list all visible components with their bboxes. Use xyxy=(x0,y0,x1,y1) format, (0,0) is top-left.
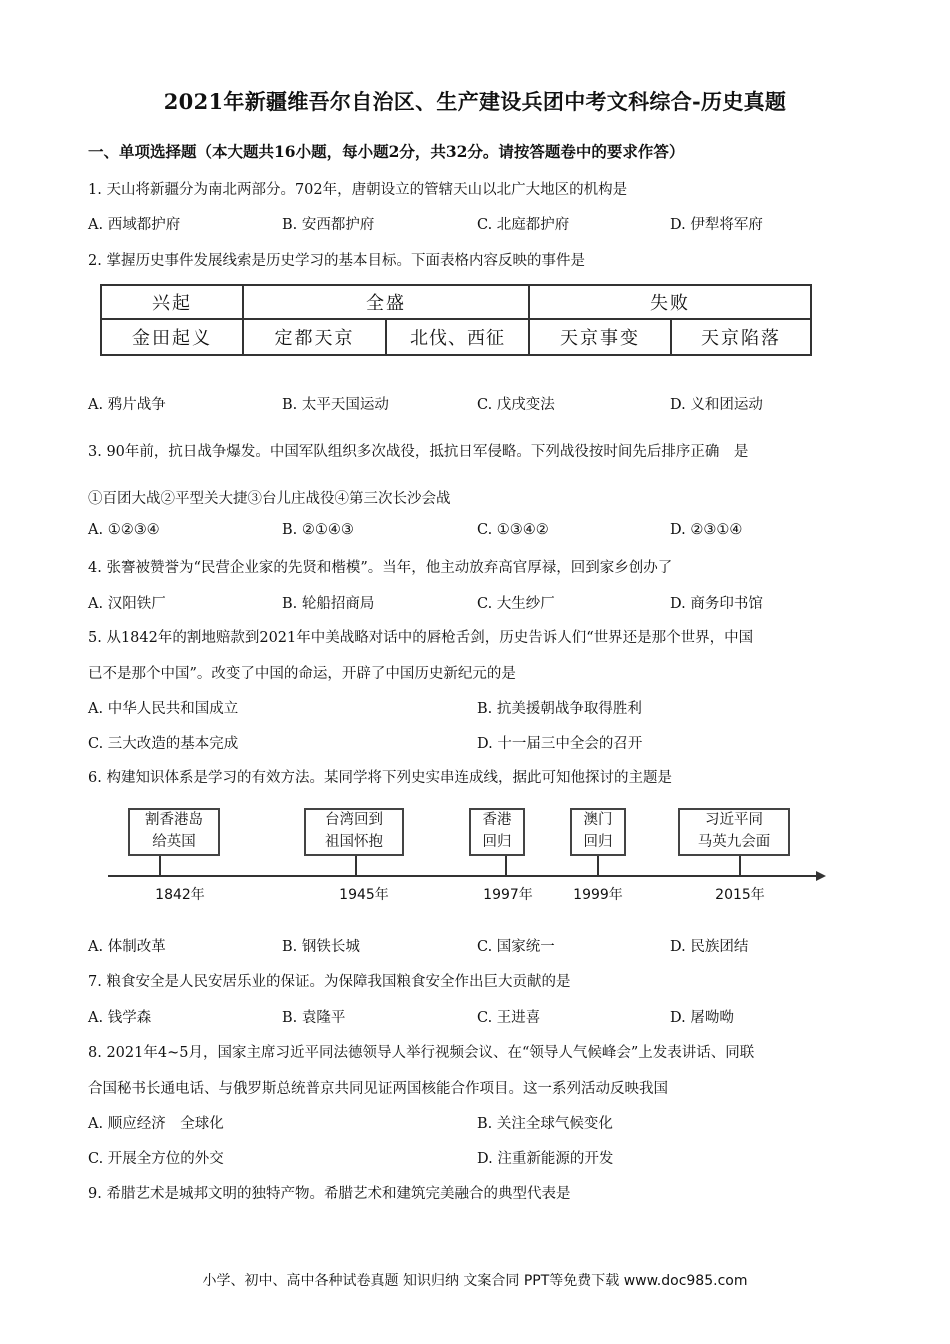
q1-option-a: A. 西域都护府 xyxy=(88,217,181,233)
timeline-event: 割香港岛 给英国 xyxy=(128,808,220,856)
q5-stem-line1: 5. 从1842年的割地赔款到2021年中美战略对话中的唇枪舌剑，历史告诉人们“世界还是那个世界，中国 xyxy=(88,630,754,646)
q2-option-d: D. 义和团运动 xyxy=(670,397,763,413)
q1-option-b: B. 安西都护府 xyxy=(282,217,375,233)
q8-stem-line2: 合国秘书长通电话、与俄罗斯总统普京共同见证两国核能合作项目。这一系列活动反映我国 xyxy=(88,1081,668,1097)
table-header-rise: 兴起 xyxy=(152,293,192,314)
q1-option-c: C. 北庭都护府 xyxy=(477,217,570,233)
table-cell: 金田起义 xyxy=(132,328,212,349)
q9-stem: 9. 希腊艺术是城邦文明的独特产物。希腊艺术和建筑完美融合的典型代表是 xyxy=(88,1186,571,1202)
q2-table xyxy=(100,284,812,356)
timeline-year: 1999年 xyxy=(573,887,623,903)
table-header-fall: 失败 xyxy=(650,293,690,314)
timeline-event: 习近平同 马英九会面 xyxy=(678,808,790,856)
q1-option-d: D. 伊犁将军府 xyxy=(670,217,763,233)
table-cell: 天京事变 xyxy=(560,328,640,349)
q3-stem: 3. 90年前，抗日战争爆发。中国军队组织多次战役，抵抗日军侵略。下列战役按时间先后排序正确 是 xyxy=(88,444,749,460)
exam-title: 2021年新疆维吾尔自治区、生产建设兵团中考文科综合-历史真题 xyxy=(163,89,787,114)
q7-option-d: D. 屠呦呦 xyxy=(670,1010,734,1026)
q1-stem: 1. 天山将新疆分为南北两部分。702年，唐朝设立的管辖天山以北广大地区的机构是 xyxy=(88,182,628,198)
q8-option-d: D. 注重新能源的开发 xyxy=(477,1151,614,1167)
q4-option-d: D. 商务印书馆 xyxy=(670,596,763,612)
q3-sub: ①百团大战②平型关大捷③台儿庄战役④第三次长沙会战 xyxy=(88,491,451,507)
q6-option-c: C. 国家统一 xyxy=(477,939,555,955)
q7-option-b: B. 袁隆平 xyxy=(282,1010,346,1026)
q5-option-a: A. 中华人民共和国成立 xyxy=(88,701,239,717)
timeline-year: 2015年 xyxy=(715,887,765,903)
q8-stem-line1: 8. 2021年4~5月，国家主席习近平同法德领导人举行视频会议、在“领导人气候峰会”上发表讲话、同联 xyxy=(88,1045,755,1061)
table-cell: 北伐、西征 xyxy=(410,328,505,349)
q4-stem: 4. 张謇被赞誉为“民营企业家的先贤和楷模”。当年，他主动放弃高官厚禄，回到家乡创办了 xyxy=(88,560,673,576)
q5-option-d: D. 十一届三中全会的召开 xyxy=(477,736,643,752)
q6-timeline xyxy=(100,800,830,910)
q3-option-a: A. ①②③④ xyxy=(88,522,160,538)
q4-option-b: B. 轮船招商局 xyxy=(282,596,375,612)
q4-option-a: A. 汉阳铁厂 xyxy=(88,596,166,612)
q6-option-d: D. 民族团结 xyxy=(670,939,749,955)
q8-option-a: A. 顺应经济 全球化 xyxy=(88,1116,224,1132)
section-heading: 一、单项选择题（本大题共16小题，每小题2分，共32分。请按答题卷中的要求作答） xyxy=(88,142,685,161)
q6-option-a: A. 体制改革 xyxy=(88,939,166,955)
q4-option-c: C. 大生纱厂 xyxy=(477,596,555,612)
timeline-event: 澳门 回归 xyxy=(570,808,626,856)
q7-stem: 7. 粮食安全是人民安居乐业的保证。为保障我国粮食安全作出巨大贡献的是 xyxy=(88,974,571,990)
timeline-year: 1945年 xyxy=(339,887,389,903)
q7-option-a: A. 钱学森 xyxy=(88,1010,152,1026)
q5-option-b: B. 抗美援朝战争取得胜利 xyxy=(477,701,642,717)
q3-option-c: C. ①③④② xyxy=(477,522,549,538)
q6-option-b: B. 钢铁长城 xyxy=(282,939,360,955)
q2-option-b: B. 太平天国运动 xyxy=(282,397,389,413)
timeline-event: 台湾回到 祖国怀抱 xyxy=(304,808,404,856)
q5-stem-line2: 已不是那个中国”。改变了中国的命运，开辟了中国历史新纪元的是 xyxy=(88,666,516,682)
q3-option-b: B. ②①④③ xyxy=(282,522,354,538)
q2-option-c: C. 戊戌变法 xyxy=(477,397,555,413)
q6-stem: 6. 构建知识体系是学习的有效方法。某同学将下列史实串连成线，据此可知他探讨的主题是 xyxy=(88,770,672,786)
table-cell: 定都天京 xyxy=(274,328,355,349)
timeline-year: 1842年 xyxy=(155,887,205,903)
q7-option-c: C. 王进喜 xyxy=(477,1010,541,1026)
table-cell: 天京陷落 xyxy=(701,328,781,349)
q8-option-c: C. 开展全方位的外交 xyxy=(88,1151,224,1167)
table-header-peak: 全盛 xyxy=(366,293,406,314)
timeline-year: 1997年 xyxy=(483,887,533,903)
q5-option-c: C. 三大改造的基本完成 xyxy=(88,736,239,752)
page-footer: 小学、初中、高中各种试卷真题 知识归纳 文案合同 PPT等免费下载 www.doc985.com xyxy=(202,1273,748,1289)
q2-stem: 2. 掌握历史事件发展线索是历史学习的基本目标。下面表格内容反映的事件是 xyxy=(88,253,585,269)
q3-option-d: D. ②③①④ xyxy=(670,522,743,538)
q8-option-b: B. 关注全球气候变化 xyxy=(477,1116,613,1132)
timeline-event: 香港 回归 xyxy=(469,808,525,856)
q2-option-a: A. 鸦片战争 xyxy=(88,397,166,413)
arrow-icon xyxy=(816,871,826,881)
